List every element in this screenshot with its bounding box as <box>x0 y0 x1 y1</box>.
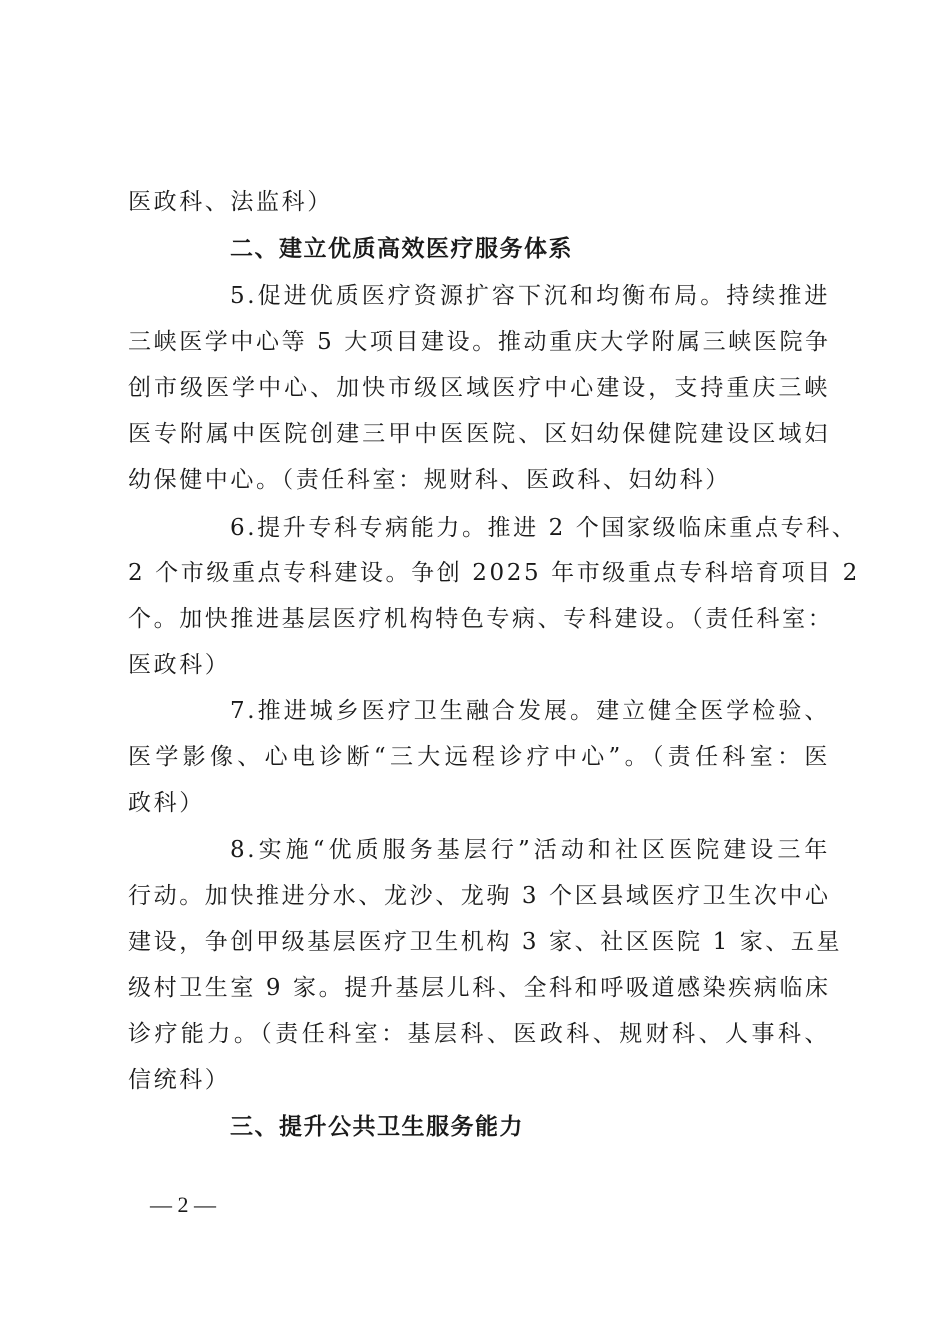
body-line-6: 医专附属中医院创建三甲中医医院、区妇幼保健院建设区域妇 <box>128 421 830 447</box>
body-line-15: 8.实施“优质服务基层行”活动和社区医院建设三年 <box>230 837 830 863</box>
page-number: — 2 — <box>150 1192 216 1217</box>
body-line-1: 医政科、法监科） <box>128 189 333 215</box>
body-line-20: 信统科） <box>128 1067 231 1093</box>
body-line-7: 幼保健中心。（责任科室：规财科、医政科、妇幼科） <box>128 467 731 493</box>
body-line-12: 7.推进城乡医疗卫生融合发展。建立健全医学检验、 <box>230 698 830 724</box>
body-line-18: 级村卫生室 9 家。提升基层儿科、全科和呼吸道感染疾病临床 <box>128 975 831 1001</box>
section-heading-3: 三、提升公共卫生服务能力 <box>230 1114 524 1140</box>
body-line-17: 建设，争创甲级基层医疗卫生机构 3 家、社区医院 1 家、五星 <box>128 929 843 955</box>
body-line-10: 个。加快推进基层医疗机构特色专病、专科建设。（责任科室： <box>128 606 834 632</box>
body-line-5: 创市级医学中心、加快市级区域医疗中心建设，支持重庆三峡 <box>128 375 830 401</box>
body-line-11: 医政科） <box>128 652 231 678</box>
body-line-16: 行动。加快推进分水、龙沙、龙驹 3 个区县域医疗卫生次中心 <box>128 883 831 909</box>
body-line-14: 政科） <box>128 790 205 816</box>
body-line-9: 2 个市级重点专科建设。争创 2025 年市级重点专科培育项目 2 <box>128 560 860 586</box>
section-heading-2: 二、建立优质高效医疗服务体系 <box>230 236 573 262</box>
body-line-19: 诊疗能力。（责任科室：基层科、医政科、规财科、人事科、 <box>128 1021 830 1047</box>
body-line-13: 医学影像、心电诊断“三大远程诊疗中心”。（责任科室：医 <box>128 744 830 770</box>
body-line-3: 5.促进优质医疗资源扩容下沉和均衡布局。持续推进 <box>230 283 830 309</box>
body-line-4: 三峡医学中心等 5 大项目建设。推动重庆大学附属三峡医院争 <box>128 329 831 355</box>
body-line-8: 6.提升专科专病能力。推进 2 个国家级临床重点专科、 <box>230 515 858 541</box>
